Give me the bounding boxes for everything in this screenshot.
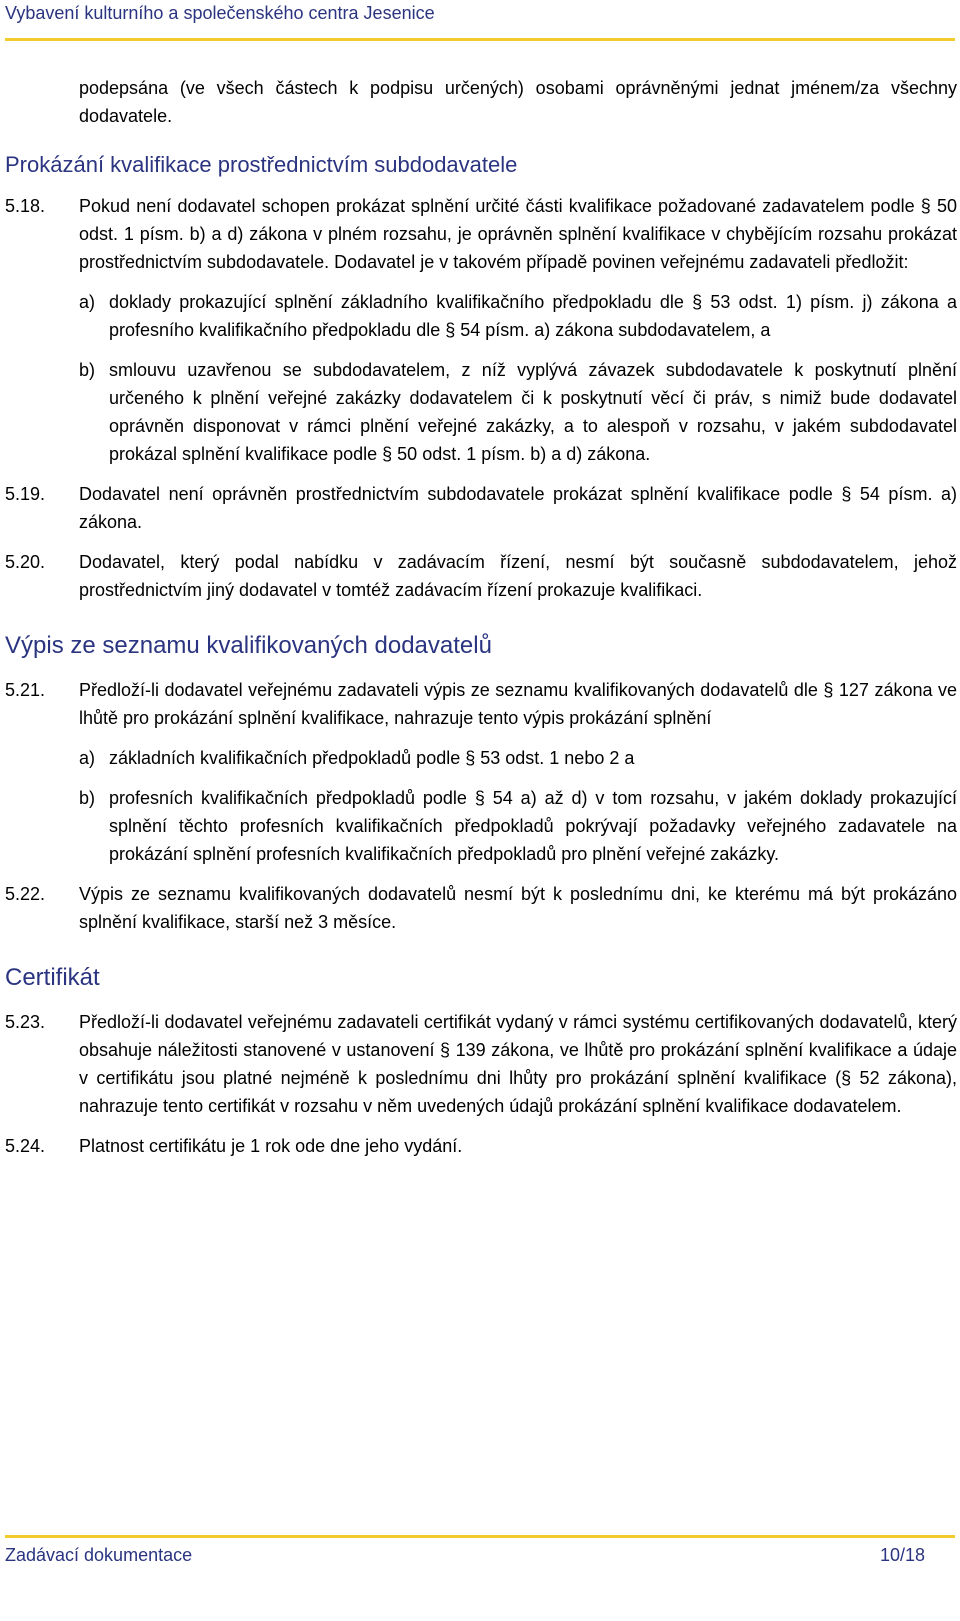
section-heading-certifikat: Certifikát (5, 964, 100, 991)
list-text: základních kvalifikačních předpokladů podle § 53 odst. 1 nebo 2 a (109, 748, 635, 768)
clause-5-22 (5, 880, 957, 936)
page-footer (0, 1535, 960, 1575)
header-divider (5, 38, 955, 41)
list-letter: a) (79, 292, 96, 312)
clause-number: 5.19. (5, 484, 46, 504)
clause-5-24 (5, 1132, 957, 1160)
list-item (79, 744, 957, 772)
list-item (79, 288, 957, 344)
clause-number: 5.18. (5, 196, 46, 216)
clause-number: 5.24. (5, 1136, 46, 1156)
clause-number: 5.21. (5, 680, 46, 700)
clause-text: Pokud není dodavatel schopen prokázat splnění určité části kvalifikace požadované zadavatelem podle § 50 odst. 1 písm. b) a d) zákona v plném rozsahu, je oprávněn splnění kvalifikace v chybějícím rozsahu prokázat prostřednictvím subdodavatele. Dodavatel je v takovém případě povinen veřejnému zadavateli předložit: (79, 196, 957, 272)
list-text: smlouvu uzavřenou se subdodavatelem, z níž vyplývá závazek subdodavatele k poskytnutí plnění určeného k plnění veřejné zakázky dodavatelem či k poskytnutí věcí či práv, s nimiž bude dodavatel oprávněn disponovat v rámci plnění veřejné zakázky, a to alespoň v rozsahu, v jakém subdodavatel prokázal splnění kvalifikace podle § 50 odst. 1 písm. b) a d) zákona. (109, 360, 957, 464)
clause-5-19 (5, 480, 957, 536)
page-header (0, 0, 960, 40)
clause-5-21 (5, 676, 957, 732)
clause-5-23 (5, 1008, 957, 1120)
clause-text: Předloží-li dodavatel veřejnému zadavateli certifikát vydaný v rámci systému certifikovaných dodavatelů, který obsahuje náležitosti stanovené v ustanovení § 139 zákona, ve lhůtě pro prokázání splnění kvalifikace a údaje v certifikátu jsou platné nejméně k poslednímu dni lhůty pro prokázání splnění kvalifikace (§ 52 zákona), nahrazuje tento certifikát v rozsahu v něm uvedených údajů prokázání splnění kvalifikace dodavatelem. (79, 1012, 957, 1116)
clause-text: Výpis ze seznamu kvalifikovaných dodavatelů nesmí být k poslednímu dni, ke kterému má být prokázáno splnění kvalifikace, starší než 3 měsíce. (79, 884, 957, 932)
clause-number: 5.22. (5, 884, 46, 904)
list-item (79, 356, 957, 468)
list-item (79, 784, 957, 868)
clause-text: Dodavatel, který podal nabídku v zadávacím řízení, nesmí být současně subdodavatelem, jehož prostřednictvím jiný dodavatel v tomtéž zadávacím řízení prokazuje kvalifikaci. (79, 552, 957, 600)
page-content (5, 74, 957, 1172)
document-title: Vybavení kulturního a společenského centra Jesenice (5, 3, 435, 23)
list-letter: b) (79, 360, 96, 380)
section-heading-vypis: Výpis ze seznamu kvalifikovaných dodavatelů (5, 632, 492, 659)
clause-text: Dodavatel není oprávněn prostřednictvím subdodavatele prokázat splnění kvalifikace podle § 54 písm. a) zákona. (79, 484, 957, 532)
intro-paragraph: podepsána (ve všech částech k podpisu určených) osobami oprávněnými jednat jménem/za všechny dodavatele. (79, 78, 957, 126)
list-letter: a) (79, 748, 96, 768)
clause-number: 5.20. (5, 552, 46, 572)
list-letter: b) (79, 788, 96, 808)
clause-5-20 (5, 548, 957, 604)
list-text: doklady prokazující splnění základního kvalifikačního předpokladu dle § 53 odst. 1) písm. j) zákona a profesního kvalifikačního předpokladu dle § 54 písm. a) zákona subdodavatelem, a (109, 292, 957, 340)
clause-text: Platnost certifikátu je 1 rok ode dne jeho vydání. (79, 1136, 463, 1156)
clause-text: Předloží-li dodavatel veřejnému zadavateli výpis ze seznamu kvalifikovaných dodavatelů dle § 127 zákona ve lhůtě pro prokázání splnění kvalifikace, nahrazuje tento výpis prokázání splnění (79, 680, 957, 728)
clause-5-18 (5, 192, 957, 276)
section-heading-subdodavatel: Prokázání kvalifikace prostřednictvím subdodavatele (5, 152, 518, 177)
page-number: 10/18 (879, 1545, 925, 1565)
list-text: profesních kvalifikačních předpokladů podle § 54 a) až d) v tom rozsahu, v jakém doklady prokazující splnění těchto profesních kvalifikačních předpokladů pokrývají požadavky veřejného zadavatele na prokázání splnění profesních kvalifikačních předpokladů pro plnění veřejné zakázky. (109, 788, 957, 864)
clause-number: 5.23. (5, 1012, 46, 1032)
footer-document-name: Zadávací dokumentace (5, 1545, 193, 1565)
footer-divider (5, 1535, 955, 1538)
